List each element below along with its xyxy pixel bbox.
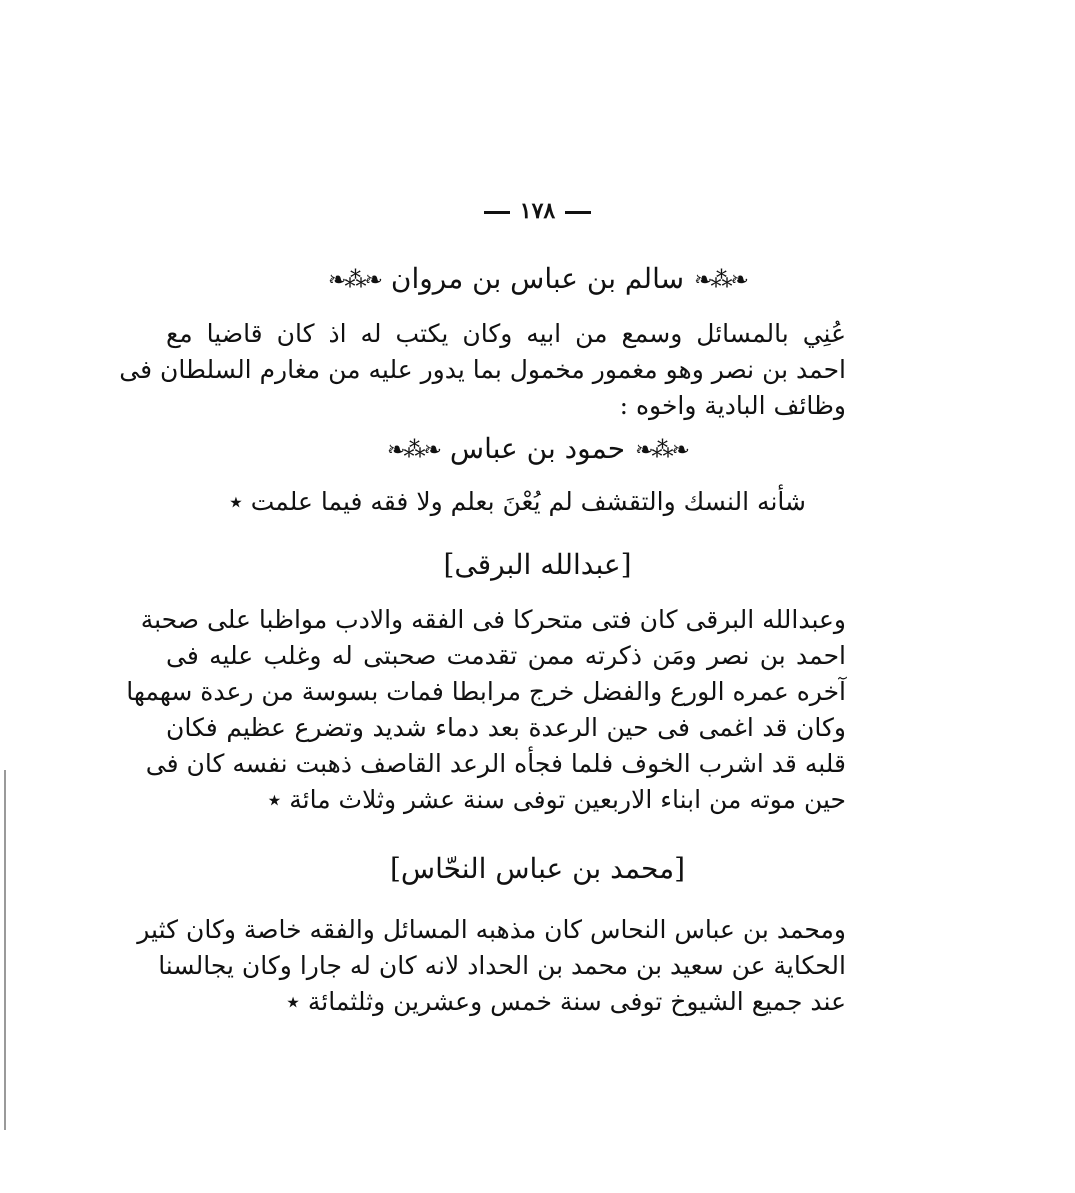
- ornament-icon: ❧⁂❧: [635, 438, 688, 463]
- dash-left: [484, 211, 510, 214]
- text-line: حين موته من ابناء الاربعين توفى سنة عشر وثلاث مائة ٭: [267, 785, 846, 814]
- entry-title: [عبدالله البرقى]: [443, 548, 632, 581]
- text-line: وعبدالله البرقى كان فتى متحركا فى الفقه والادب مواظبا على صحبة: [140, 605, 846, 634]
- entry-heading-abdallah: [0, 548, 1075, 581]
- ornament-icon: ❧⁂❧: [328, 268, 381, 293]
- text-line: وكان قد اغمى فى حين الرعدة بعد دماء شديد وتضرع عظيم فكان: [166, 713, 846, 742]
- text-line: عند جميع الشيوخ توفى سنة خمس وعشرين وثلثمائة ٭: [286, 987, 846, 1016]
- page-edge-shadow: [4, 770, 6, 1130]
- entry-heading-hamud: [0, 432, 1075, 465]
- text-line: قلبه قد اشرب الخوف فلما فجأه الرعد القاصف ذهبت نفسه كان فى: [145, 749, 846, 778]
- entry-heading-muhammad: [0, 852, 1075, 885]
- text-line: الحكاية عن سعيد بن محمد بن الحداد لانه كان له جارا وكان يجالسنا: [158, 951, 846, 980]
- text-line: آخره عمره الورع والفضل خرج مرابطا فمات بسوسة من رعدة سهمها: [126, 677, 846, 706]
- entry-heading-salim: [0, 262, 1075, 295]
- entry-title: سالم بن عباس بن مروان: [390, 262, 685, 295]
- entry-title: [محمد بن عباس النحّاس]: [389, 852, 686, 885]
- ornament-icon: ❧⁂❧: [694, 268, 747, 293]
- dash-right: [565, 211, 591, 214]
- text-line: ومحمد بن عباس النحاس كان مذهبه المسائل والفقه خاصة وكان كثير: [137, 915, 846, 944]
- text-line: وظائف البادية واخوه :: [619, 391, 846, 420]
- page-number-text: ١٧٨: [519, 198, 556, 224]
- text-line: احمد بن نصر ومَن ذكرته ممن تقدمت صحبتى له وغلب عليه فى: [166, 641, 846, 670]
- ornament-icon: ❧⁂❧: [387, 438, 440, 463]
- text-line: عُنِي بالمسائل وسمع من ابيه وكان يكتب له اذ كان قاضيا مع: [166, 319, 846, 348]
- entry-body-salim: [119, 316, 846, 424]
- entry-body-muhammad: [137, 912, 846, 1020]
- entry-body-hamud: [229, 484, 806, 520]
- entry-body-abdallah: [126, 602, 846, 818]
- page-number: [0, 198, 1075, 224]
- entry-title: حمود بن عباس: [449, 432, 626, 465]
- text-line: احمد بن نصر وهو مغمور مخمول بما يدور عليه من مغارم السلطان فى: [119, 355, 846, 384]
- text-line: شأنه النسك والتقشف لم يُعْنَ بعلم ولا فقه فيما علمت ٭: [229, 487, 806, 516]
